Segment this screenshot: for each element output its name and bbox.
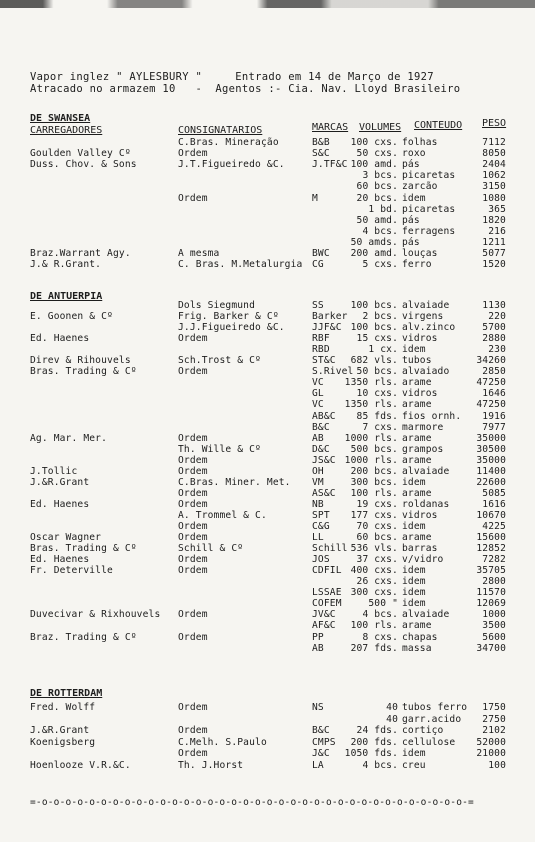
volumes-cell: 1350 rls. — [344, 377, 398, 389]
volumes-cell: 1 cx. — [368, 344, 398, 356]
shipper-cell: Ed. Haenes — [30, 498, 90, 510]
mark-cell: JS&C — [312, 454, 336, 466]
content-cell: grampos — [402, 443, 444, 455]
weight-cell: 47250 — [476, 399, 506, 411]
content-cell: pás — [402, 214, 420, 226]
content-cell: v/vidro — [402, 554, 444, 566]
weight-cell: 21000 — [476, 748, 506, 759]
content-cell: vidros — [402, 509, 438, 521]
volumes-cell: 100 bcs. — [350, 300, 398, 311]
content-cell: pás — [402, 159, 420, 171]
mark-cell: S&C — [312, 148, 330, 160]
weight-cell: 1000 — [482, 609, 506, 621]
content-cell: idem — [402, 565, 426, 577]
weight-cell: 7977 — [482, 421, 506, 433]
mark-cell: BWC — [312, 248, 330, 259]
weight-cell: 8050 — [482, 148, 506, 160]
content-cell: folhas — [402, 137, 438, 148]
mark-cell: VM — [312, 476, 324, 488]
consignee-cell: Ordem — [178, 521, 208, 532]
weight-cell: 2750 — [482, 713, 506, 725]
consignee-cell: Ordem — [178, 487, 208, 499]
weight-cell: 7112 — [482, 137, 506, 148]
mark-cell: B&B — [312, 137, 330, 148]
volumes-cell: 19 cxs. — [356, 498, 398, 510]
mark-cell: LA — [312, 759, 324, 771]
volumes-cell: 300 bcs. — [350, 476, 398, 488]
weight-cell: 12069 — [476, 598, 506, 610]
shipper-cell: Goulden Valley Cº — [30, 148, 131, 160]
mark-cell: JJF&C — [312, 322, 342, 334]
shipper-cell: J.& R.Grant. — [30, 259, 102, 271]
content-cell: alv.zinco — [402, 322, 456, 334]
mark-cell: GL — [312, 388, 324, 400]
content-cell: cellulose — [402, 736, 456, 748]
mark-cell: CG — [312, 259, 324, 271]
column-header-consignatarios: CONSIGNATARIOS — [178, 125, 263, 136]
mark-cell: CMPS — [312, 736, 336, 748]
content-cell: idem — [402, 576, 426, 588]
consignee-cell: Schill & Cº — [178, 543, 244, 555]
weight-cell: 30500 — [476, 443, 506, 455]
mark-cell: Schill — [312, 543, 348, 555]
consignee-cell: Ordem — [178, 748, 208, 759]
weight-cell: 5085 — [482, 487, 506, 499]
consignee-cell: C. Bras. M.Metalurgia — [178, 259, 303, 271]
mark-cell: NS — [312, 702, 324, 713]
consignee-cell: Sch.Trost & Cº — [178, 355, 261, 367]
shipper-cell: Direv & Rihouvels — [30, 355, 131, 367]
mark-cell: AB — [312, 642, 324, 654]
weight-cell: 2880 — [482, 333, 506, 345]
mark-cell: S.Rivel — [312, 366, 354, 378]
weight-cell: 1080 — [482, 192, 506, 204]
volumes-cell: 300 cxs. — [350, 587, 398, 599]
column-header-carregadores: CARREGADORES — [30, 125, 103, 136]
content-cell: tubos ferro — [402, 702, 468, 713]
content-cell: idem — [402, 748, 426, 759]
weight-cell: 15600 — [476, 532, 506, 544]
consignee-cell: C.Bras. Mineração — [178, 137, 279, 148]
volumes-cell: 177 cxs. — [350, 509, 398, 521]
mark-cell: VC — [312, 377, 324, 389]
mark-cell: B&C — [312, 725, 330, 736]
mark-cell: AB&C — [312, 410, 336, 422]
content-cell: marmore — [402, 421, 444, 433]
shipper-cell: Oscar Wagner — [30, 532, 102, 544]
mark-cell: J.TF&C — [312, 159, 348, 171]
content-cell: chapas — [402, 631, 438, 643]
weight-cell: 10670 — [476, 509, 506, 521]
consignee-cell: Ordem — [178, 532, 208, 544]
volumes-cell: 37 cxs. — [356, 554, 398, 566]
weight-cell: 1820 — [482, 214, 506, 226]
content-cell: ferro — [402, 259, 432, 271]
volumes-cell: 100 amd. — [350, 159, 398, 171]
content-cell: pás — [402, 236, 420, 248]
weight-cell: 2850 — [482, 366, 506, 378]
mark-cell: C&G — [312, 521, 330, 532]
consignee-cell: Th. J.Horst — [178, 759, 244, 771]
volumes-cell: 26 cxs. — [356, 576, 398, 588]
section-title: DE SWANSEA — [30, 113, 91, 124]
weight-cell: 47250 — [476, 377, 506, 389]
volumes-cell: 4 bcs. — [362, 225, 398, 237]
content-cell: ferragens — [402, 225, 456, 237]
weight-cell: 22600 — [476, 476, 506, 488]
content-cell: idem — [402, 344, 426, 356]
mark-cell: M — [312, 192, 318, 204]
volumes-cell: 1350 rls. — [344, 399, 398, 411]
weight-cell: 1916 — [482, 410, 506, 422]
content-cell: alvaiado — [402, 366, 450, 378]
weight-cell: 34260 — [476, 355, 506, 367]
shipper-cell: Duss. Chov. & Sons — [30, 159, 137, 171]
weight-cell: 34700 — [476, 642, 506, 654]
weight-cell: 35000 — [476, 454, 506, 466]
volumes-cell: 400 cxs. — [350, 565, 398, 577]
content-cell: idem — [402, 476, 426, 488]
shipper-cell: Koenigsberg — [30, 736, 96, 748]
consignee-cell: Th. Wille & Cº — [178, 443, 261, 455]
content-cell: vidros — [402, 388, 438, 400]
column-header-marcas: MARCAS — [312, 122, 349, 133]
content-cell: creu — [402, 759, 426, 771]
mark-cell: D&C — [312, 443, 330, 455]
volumes-cell: 50 amds. — [350, 236, 398, 248]
content-cell: arame — [402, 399, 432, 411]
content-cell: garr.acido — [402, 713, 462, 725]
content-cell: cortiço — [402, 725, 444, 736]
volumes-cell: 1000 rls. — [344, 454, 398, 466]
weight-cell: 230 — [488, 344, 506, 356]
paper-edge-smudge — [0, 0, 535, 8]
weight-cell: 2800 — [482, 576, 506, 588]
content-cell: arame — [402, 487, 432, 499]
volumes-cell: 200 bcs. — [350, 465, 398, 477]
shipper-cell: Ed. Haenes — [30, 333, 90, 345]
content-cell: tubos — [402, 355, 432, 367]
shipper-cell: Fred. Wolff — [30, 702, 96, 713]
shipper-cell: Ed. Haenes — [30, 554, 90, 566]
volumes-cell: 500 bcs. — [350, 443, 398, 455]
volumes-cell: 85 fds. — [356, 410, 398, 422]
content-cell: massa — [402, 642, 432, 654]
volumes-cell: 100 rls. — [350, 487, 398, 499]
weight-cell: 216 — [488, 225, 506, 237]
consignee-cell: Ordem — [178, 333, 208, 345]
content-cell: arame — [402, 432, 432, 444]
consignee-cell: Ordem — [178, 498, 208, 510]
volumes-cell: 100 bcs. — [350, 322, 398, 334]
consignee-cell: Ordem — [178, 366, 208, 378]
weight-cell: 220 — [488, 311, 506, 323]
weight-cell: 3500 — [482, 620, 506, 632]
content-cell: idem — [402, 192, 426, 204]
content-cell: roxo — [402, 148, 426, 160]
content-cell: arame — [402, 532, 432, 544]
consignee-cell: Ordem — [178, 432, 208, 444]
content-cell: louças — [402, 248, 438, 259]
shipper-cell: J.Tollic — [30, 465, 78, 477]
volumes-cell: 536 vls. — [350, 543, 398, 555]
mark-cell: SPT — [312, 509, 330, 521]
shipper-cell: Braz.Warrant Agy. — [30, 248, 131, 259]
consignee-cell: A mesma — [178, 248, 220, 259]
content-cell: virgens — [402, 311, 444, 323]
weight-cell: 5600 — [482, 631, 506, 643]
volumes-cell: 15 cxs. — [356, 333, 398, 345]
volumes-cell: 50 cxs. — [356, 148, 398, 160]
content-cell: alvaiade — [402, 609, 450, 621]
volumes-cell: 4 bcs. — [362, 759, 398, 771]
content-cell: arame — [402, 620, 432, 632]
content-cell: picaretas — [402, 170, 456, 182]
section-title: DE ANTUERPIA — [30, 291, 103, 302]
mark-cell: AS&C — [312, 487, 336, 499]
mark-cell: Barker — [312, 311, 348, 323]
weight-cell: 52000 — [476, 736, 506, 748]
volumes-cell: 8 cxs. — [362, 631, 398, 643]
volumes-cell: 1050 fds. — [344, 748, 398, 759]
consignee-cell: J.J.Figueiredo &C. — [178, 322, 285, 334]
volumes-cell: 10 cxs. — [356, 388, 398, 400]
volumes-cell: 100 cxs. — [350, 137, 398, 148]
section-title: DE ROTTERDAM — [30, 688, 103, 699]
mark-cell: SS — [312, 300, 324, 311]
content-cell: picaretas — [402, 203, 456, 215]
volumes-cell: 70 cxs. — [356, 521, 398, 532]
mark-cell: LL — [312, 532, 324, 544]
content-cell: arame — [402, 377, 432, 389]
weight-cell: 1062 — [482, 170, 506, 182]
volumes-cell: 200 amd. — [350, 248, 398, 259]
volumes-cell: 60 bcs. — [356, 181, 398, 193]
weight-cell: 5077 — [482, 248, 506, 259]
weight-cell: 1616 — [482, 498, 506, 510]
volumes-cell: 50 amd. — [356, 214, 398, 226]
mark-cell: COFEM — [312, 598, 342, 610]
volumes-cell: 200 fds. — [350, 736, 398, 748]
content-cell: roldanas — [402, 498, 450, 510]
shipper-cell: Duvecivar & Rixhouvels — [30, 609, 161, 621]
shipper-cell: J.&R.Grant — [30, 725, 90, 736]
mark-cell: AF&C — [312, 620, 336, 632]
mark-cell: CDFIL — [312, 565, 342, 577]
mark-cell: LSSAE — [312, 587, 342, 599]
consignee-cell: Ordem — [178, 192, 208, 204]
shipper-cell: Braz. Trading & Cº — [30, 631, 137, 643]
content-cell: alvaiade — [402, 465, 450, 477]
content-cell: barras — [402, 543, 438, 555]
weight-cell: 11400 — [476, 465, 506, 477]
column-header-volumes: VOLUMES — [359, 122, 402, 133]
mark-cell: NB — [312, 498, 324, 510]
mark-cell: RBF — [312, 333, 330, 345]
volumes-cell: 4 bcs. — [362, 609, 398, 621]
weight-cell: 1646 — [482, 388, 506, 400]
volumes-cell: 3 bcs. — [362, 170, 398, 182]
consignee-cell: Ordem — [178, 465, 208, 477]
weight-cell: 7282 — [482, 554, 506, 566]
consignee-cell: A. Trommel & C. — [178, 509, 267, 521]
content-cell: fios ornh. — [402, 410, 462, 422]
weight-cell: 1130 — [482, 300, 506, 311]
volumes-cell: 500 " — [368, 598, 398, 610]
footer-rule: =-o-o-o-o-o-o-o-o-o-o-o-o-o-o-o-o-o-o-o-o-o-o-o-o-o-o-o-o-o-o-o-o-o-o-o-o-= — [30, 797, 474, 808]
volumes-cell: 207 fds. — [350, 642, 398, 654]
volumes-cell: 7 cxs. — [362, 421, 398, 433]
weight-cell: 11570 — [476, 587, 506, 599]
weight-cell: 2102 — [482, 725, 506, 736]
mark-cell: J&C — [312, 748, 330, 759]
mark-cell: AB — [312, 432, 324, 444]
consignee-cell: C.Bras. Miner. Met. — [178, 476, 291, 488]
volumes-cell: 24 fds. — [356, 725, 398, 736]
column-header-peso: PESO — [482, 118, 507, 129]
weight-cell: 365 — [488, 203, 506, 215]
consignee-cell: Ordem — [178, 609, 208, 621]
weight-cell: 1520 — [482, 259, 506, 271]
mark-cell: PP — [312, 631, 324, 643]
volumes-cell: 5 cxs. — [362, 259, 398, 271]
consignee-cell: Ordem — [178, 454, 208, 466]
content-cell: vidros — [402, 333, 438, 345]
weight-cell: 5700 — [482, 322, 506, 334]
shipper-cell: E. Goonen & Cº — [30, 311, 113, 323]
consignee-cell: Frig. Barker & Cº — [178, 311, 279, 323]
mark-cell: RBD — [312, 344, 330, 356]
volumes-cell: 682 vls. — [350, 355, 398, 367]
column-header-conteudo: CONTEUDO — [414, 120, 463, 131]
consignee-cell: J.T.Figueiredo &C. — [178, 159, 285, 171]
consignee-cell: Ordem — [178, 554, 208, 566]
shipper-cell: Bras. Trading & Cº — [30, 543, 137, 555]
shipper-cell: Bras. Trading & Cº — [30, 366, 137, 378]
volumes-cell: 50 bcs. — [356, 366, 398, 378]
content-cell: alvaiade — [402, 300, 450, 311]
shipper-cell: Ag. Mar. Mer. — [30, 432, 108, 444]
consignee-cell: Ordem — [178, 148, 208, 160]
mark-cell: ST&C — [312, 355, 336, 367]
volumes-cell: 60 bcs. — [356, 532, 398, 544]
content-cell: idem — [402, 587, 426, 599]
weight-cell: 4225 — [482, 521, 506, 532]
consignee-cell: Ordem — [178, 725, 208, 736]
shipper-cell: Fr. Deterville — [30, 565, 113, 577]
document-subtitle: Atracado no armazem 10 - Agentos :- Cia. Nav. Lloyd Brasileiro — [30, 83, 461, 95]
weight-cell: 35705 — [476, 565, 506, 577]
mark-cell: JOS — [312, 554, 330, 566]
mark-cell: VC — [312, 399, 324, 411]
document-title: Vapor inglez " AYLESBURY " Entrado em 14 de Março de 1927 — [30, 71, 434, 83]
weight-cell: 35000 — [476, 432, 506, 444]
consignee-cell: Ordem — [178, 631, 208, 643]
shipper-cell: J.&R.Grant — [30, 476, 90, 488]
mark-cell: JV&C — [312, 609, 336, 621]
mark-cell: OH — [312, 465, 324, 477]
volumes-cell: 20 bcs. — [356, 192, 398, 204]
consignee-cell: Ordem — [178, 702, 208, 713]
weight-cell: 3150 — [482, 181, 506, 193]
weight-cell: 100 — [488, 759, 506, 771]
content-cell: idem — [402, 598, 426, 610]
volumes-cell: 1 bd. — [368, 203, 398, 215]
weight-cell: 12852 — [476, 543, 506, 555]
consignee-cell: Dols Siegmund — [178, 300, 256, 311]
weight-cell: 1750 — [482, 702, 506, 713]
volumes-cell: 40 — [386, 702, 398, 713]
volumes-cell: 40 — [386, 713, 398, 725]
weight-cell: 2404 — [482, 159, 506, 171]
shipper-cell: Hoenlooze V.R.&C. — [30, 759, 131, 771]
mark-cell: B&C — [312, 421, 330, 433]
weight-cell: 1211 — [482, 236, 506, 248]
volumes-cell: 100 rls. — [350, 620, 398, 632]
content-cell: arame — [402, 454, 432, 466]
volumes-cell: 1000 rls. — [344, 432, 398, 444]
volumes-cell: 2 bcs. — [362, 311, 398, 323]
consignee-cell: Ordem — [178, 565, 208, 577]
consignee-cell: C.Melh. S.Paulo — [178, 736, 267, 748]
content-cell: idem — [402, 521, 426, 532]
content-cell: zarcão — [402, 181, 438, 193]
